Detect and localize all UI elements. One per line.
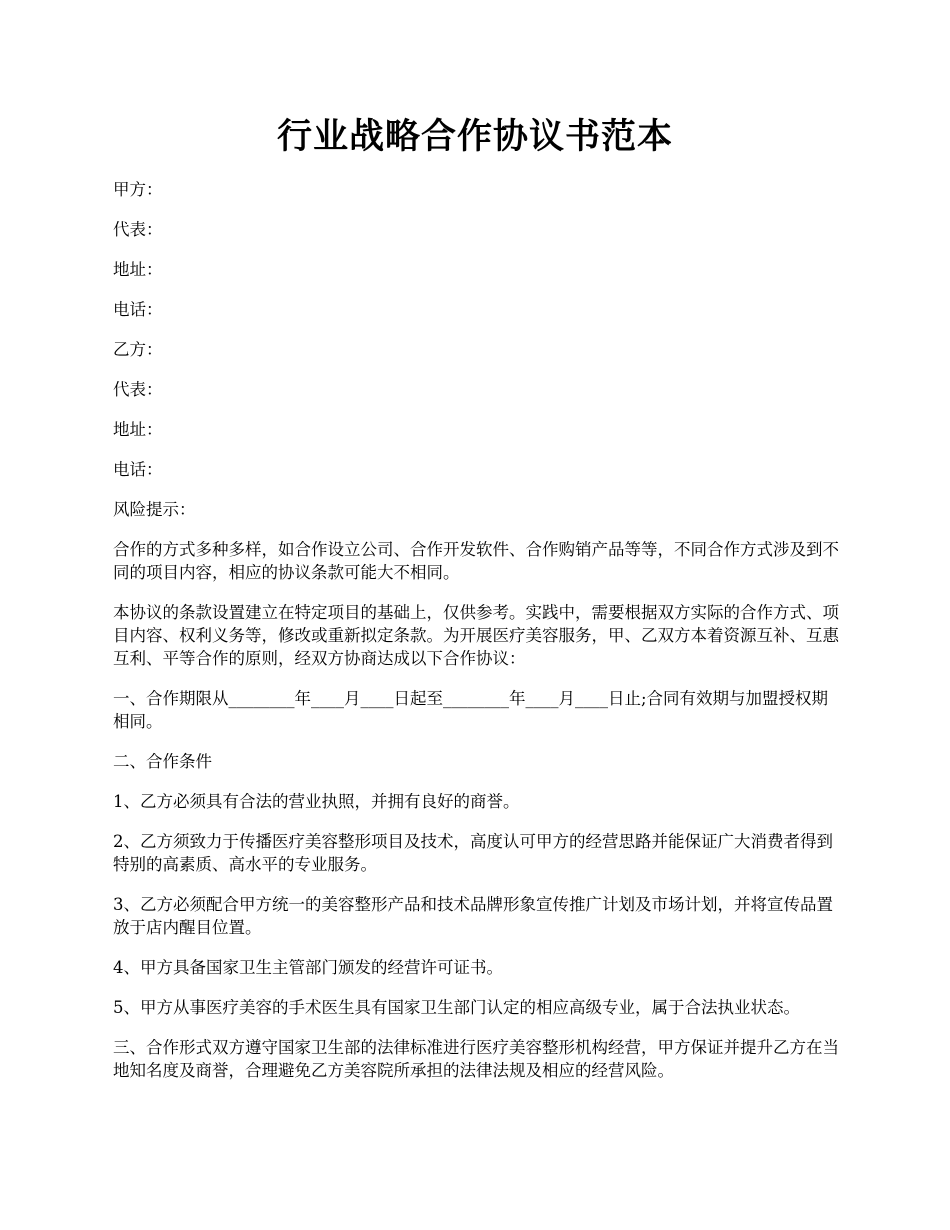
condition-4: 4、甲方具备国家卫生主管部门颁发的经营许可证书。 [113,958,503,977]
condition-2: 2、乙方须致力于传播医疗美容整形项目及技术，高度认可甲方的经营思路并能保证广大消费者得到特别的高素质、高水平的专业服务。 [113,832,833,874]
preamble-paragraph: 本协议的条款设置建立在特定项目的基础上，仅供参考。实践中，需要根据双方实际的合作方式、项目内容、权利义务等，修改或重新拟定条款。为开展医疗美容服务，甲、乙双方本着资源互补、互惠互利、平等合作的原则，经双方协商达成以下合作协议： [113,603,839,668]
risk-notice-heading: 风险提示： [113,500,196,519]
party-a-address: 地址： [113,260,163,279]
party-b-address: 地址： [113,420,163,439]
condition-1: 1、乙方必须具有合法的营业执照，并拥有良好的商誉。 [113,792,520,811]
condition-3: 3、乙方必须配合甲方统一的美容整形产品和技术品牌形象宣传推广计划及市场计划，并将宣传品置放于店内醒目位置。 [113,895,833,937]
condition-5: 5、甲方从事医疗美容的手术医生具有国家卫生部门认定的相应高级专业，属于合法执业状态。 [113,998,800,1017]
document-title: 行业战略合作协议书范本 [276,116,673,157]
clause-1-term: 一、合作期限从________年____月____日起至________年____月____日止;合同有效期与加盟授权期相同。 [113,689,829,731]
party-a-label: 甲方： [113,180,163,199]
party-a-phone: 电话： [113,300,163,319]
document-body [113,178,843,1099]
party-b-label: 乙方： [113,340,163,359]
party-a-representative: 代表： [113,220,163,239]
clause-2-heading: 二、合作条件 [113,752,212,771]
party-b-representative: 代表： [113,380,163,399]
party-b-phone: 电话： [113,460,163,479]
risk-notice-paragraph: 合作的方式多种多样，如合作设立公司、合作开发软件、合作购销产品等等，不同合作方式涉及到不同的项目内容，相应的协议条款可能大不相同。 [113,540,839,582]
clause-3-cooperation-form: 三、合作形式双方遵守国家卫生部的法律标准进行医疗美容整形机构经营，甲方保证并提升乙方在当地知名度及商誉，合理避免乙方美容院所承担的法律法规及相应的经营风险。 [113,1038,839,1080]
